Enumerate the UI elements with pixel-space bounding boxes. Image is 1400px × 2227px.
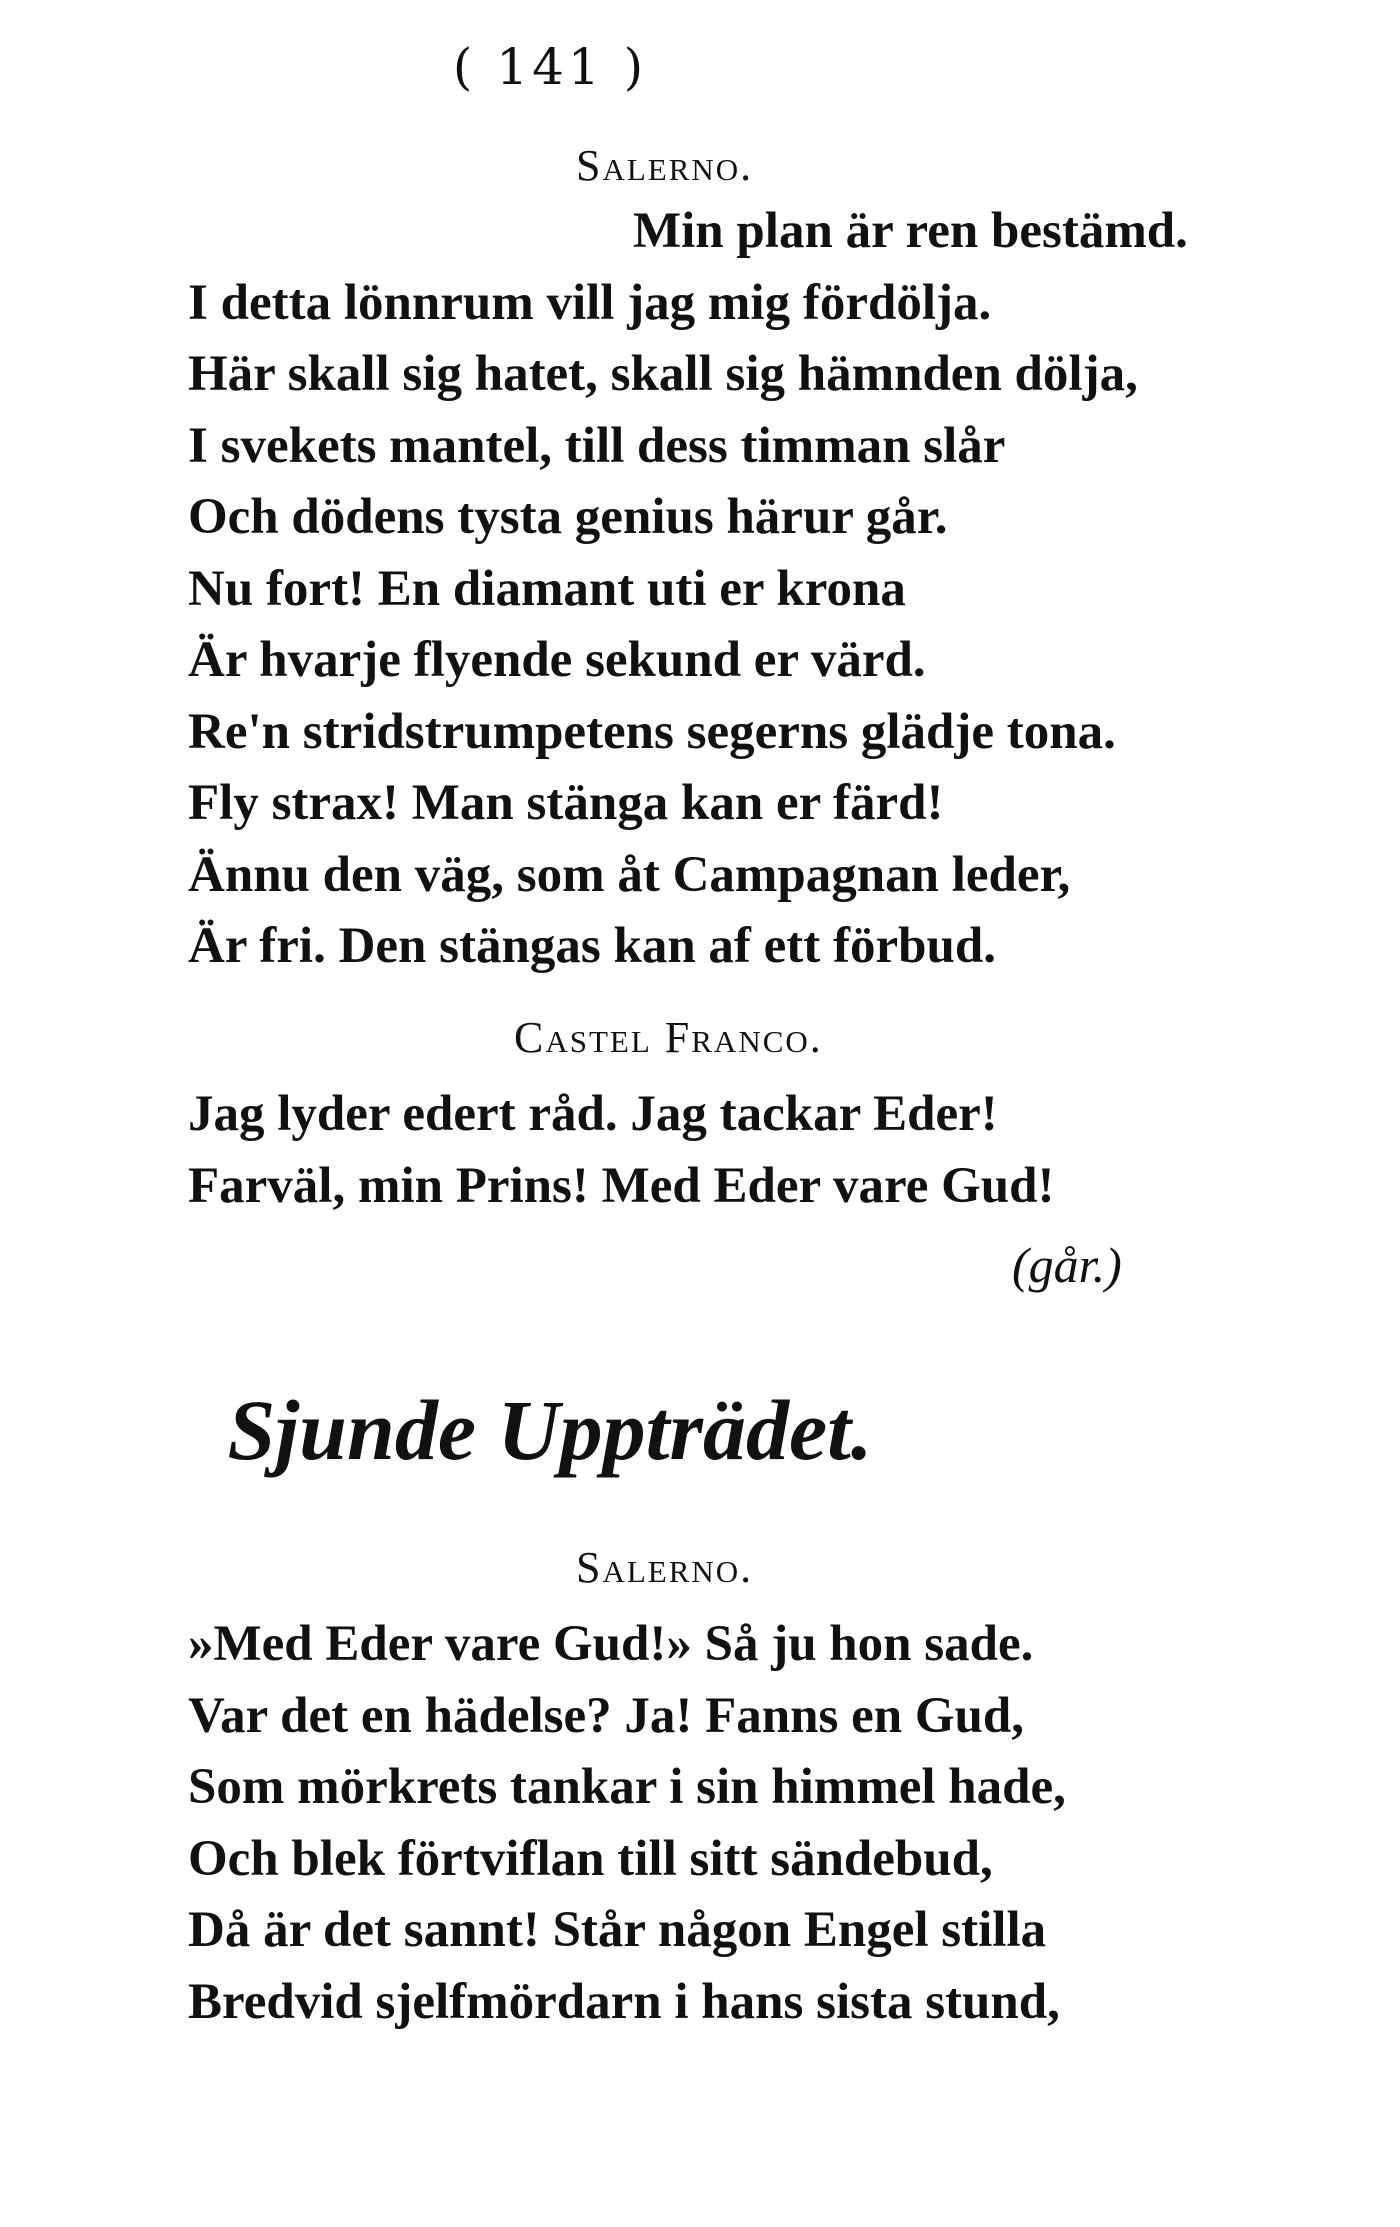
- verse-line: Nu fort! En diamant uti er krona: [188, 560, 906, 617]
- verse-line: Farväl, min Prins! Med Eder vare Gud!: [188, 1157, 1055, 1214]
- verse-line: Var det en hädelse? Ja! Fanns en Gud,: [188, 1687, 1024, 1744]
- scene-title: Sjunde Uppträdet.: [227, 1382, 873, 1478]
- verse-line: Och blek förtviflan till sitt sändebud,: [188, 1830, 993, 1887]
- verse-line: Är fri. Den stängas kan af ett förbud.: [188, 918, 996, 974]
- verse-line: Re'n stridstrumpetens segerns glädje tona.: [188, 703, 1116, 760]
- verse-line: Då är det sannt! Står någon Engel stilla: [188, 1902, 1047, 1958]
- stage-direction: (går.): [1012, 1237, 1122, 1293]
- speaker-salerno: Salerno.: [576, 141, 754, 190]
- speaker-salerno-2: Salerno.: [576, 1543, 754, 1592]
- verse-block-salerno: [188, 196, 1188, 983]
- verse-block-castel-franco: [188, 1079, 1054, 1222]
- verse-line: Som mörkrets tankar i sin himmel hade,: [188, 1759, 1066, 1815]
- verse-line: Här skall sig hatet, skall sig hämnden dölja,: [188, 346, 1138, 402]
- verse-line: I detta lönnrum vill jag mig fördölja.: [188, 274, 992, 331]
- verse-line: Bredvid sjelfmördarn i hans sista stund,: [188, 1973, 1060, 2030]
- verse-line: Fly strax! Man stänga kan er färd!: [188, 775, 944, 831]
- verse-line: Min plan är ren bestämd.: [633, 203, 1188, 259]
- verse-block-salerno-2: [188, 1609, 1066, 2038]
- verse-line: »Med Eder vare Gud!» Så ju hon sade.: [188, 1616, 1034, 1672]
- verse-line: Och dödens tysta genius härur går.: [188, 489, 948, 545]
- verse-line: Ännu den väg, som åt Campagnan leder,: [188, 846, 1071, 903]
- speaker-castel-franco: Castel Franco.: [514, 1013, 823, 1062]
- page-number: ( 141 ): [452, 38, 648, 96]
- verse-line: Jag lyder edert råd. Jag tackar Eder!: [188, 1086, 998, 1142]
- verse-line: I svekets mantel, till dess timman slår: [188, 417, 1006, 474]
- verse-line: Är hvarje flyende sekund er värd.: [188, 632, 926, 688]
